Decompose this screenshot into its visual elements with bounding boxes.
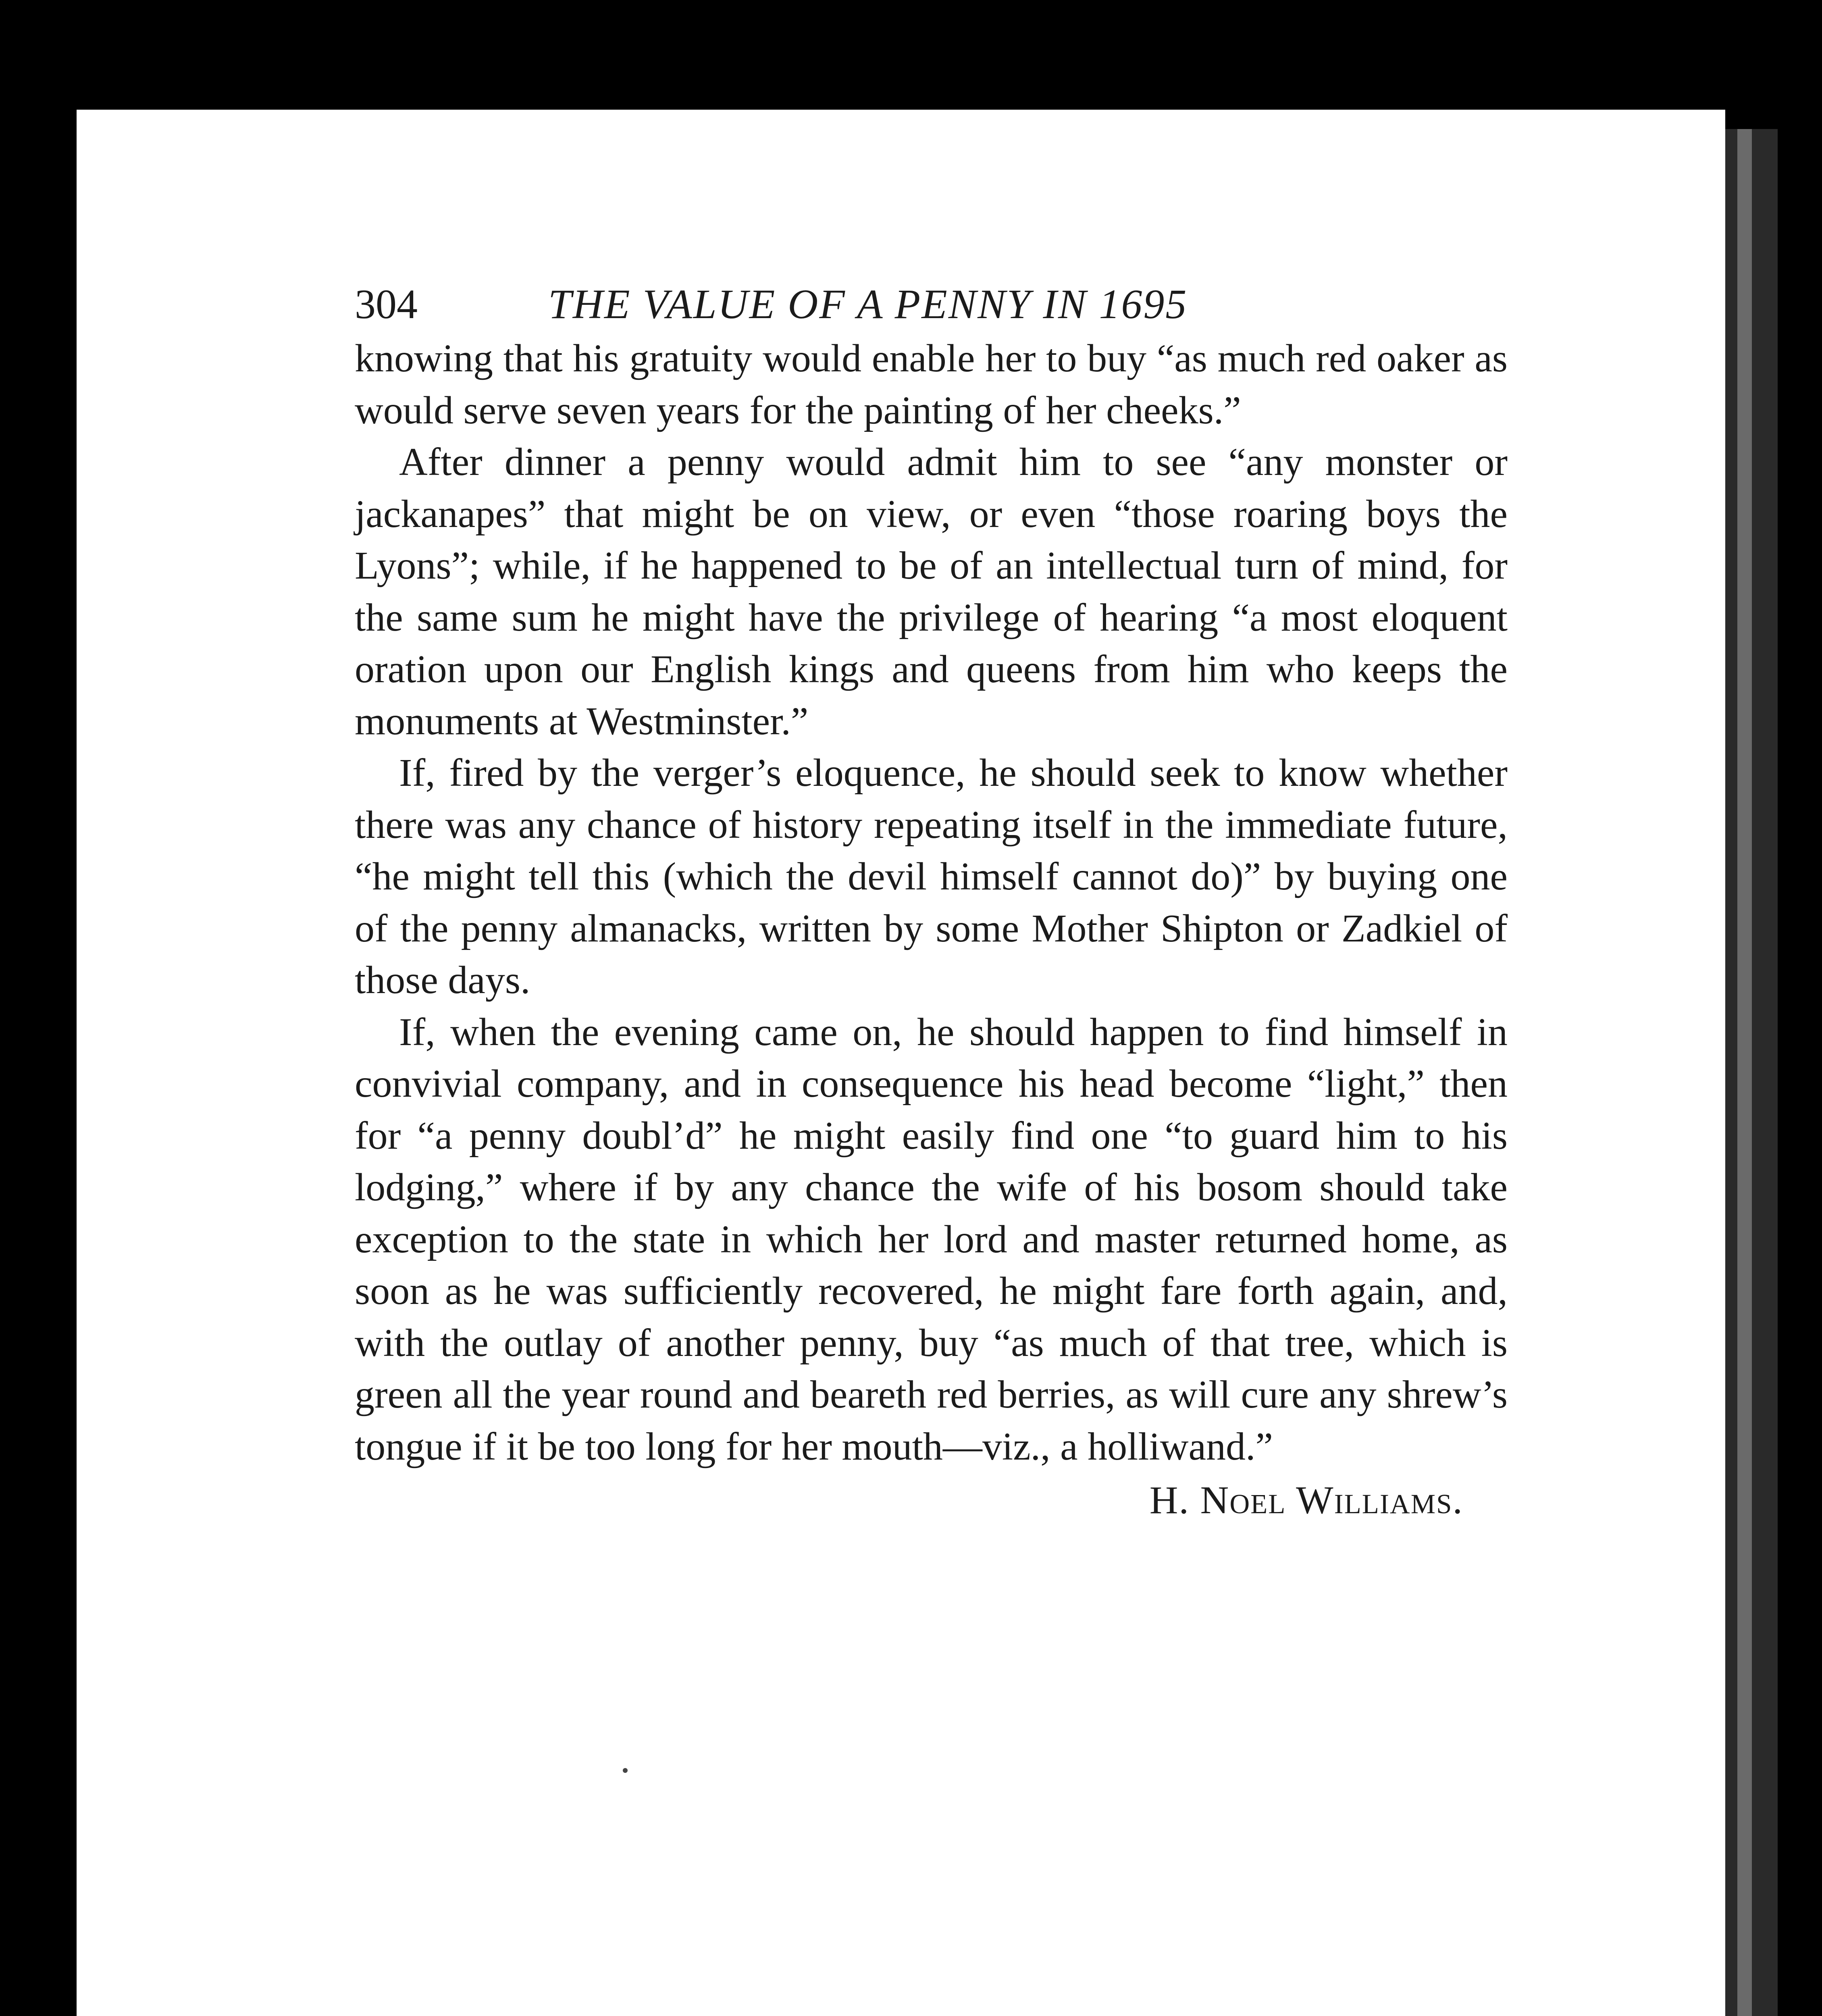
paragraph: After dinner a penny would admit him to see “any monster or jackanapes” that might be on view, or even “those roaring boys the Lyons”; while, if he happened to be of an intellectual turn of mind, for the same sum he might have the privilege of hearing “a most eloquent oration upon our English kings and queens from him who keeps the monuments at Westminster.”: [355, 440, 1508, 743]
body-text: [355, 333, 1508, 1472]
print-speck: [623, 1768, 628, 1773]
page-edge-shadow: [1725, 129, 1778, 2016]
page-number: 304: [355, 281, 418, 327]
page-edge-stripe: [1737, 129, 1752, 2016]
page-text-block: [355, 278, 1508, 1527]
author-signature: H. Noel Williams.: [1149, 1479, 1463, 1522]
running-title: THE VALUE OF A PENNY IN 1695: [548, 281, 1188, 327]
running-head: [355, 278, 1508, 331]
paragraph: knowing that his gratuity would enable her to buy “as much red oaker as would serve seven years for the painting of her cheeks.”: [355, 337, 1508, 432]
paragraph: If, when the evening came on, he should happen to find himself in convivial company, and in consequence his head become “light,” then for “a penny doubl’d” he might easily find one “to guard him to his lodging,” where if by any chance the wife of his bosom should take exception to the state in which her lord and master returned home, as soon as he was sufficiently recovered, he might fare forth again, and, with the outlay of another penny, buy “as much of that tree, which is green all the year round and beareth red berries, as will cure any shrew’s tongue if it be too long for her mouth—viz., a holliwand.”: [355, 1010, 1508, 1468]
paragraph: If, fired by the verger’s eloquence, he should seek to know whether there was any chance of history repeating itself in the immediate future, “he might tell this (which the devil himself cannot do)” by buying one of the penny almanacks, written by some Mother Shipton or Zadkiel of those days.: [355, 751, 1508, 1002]
